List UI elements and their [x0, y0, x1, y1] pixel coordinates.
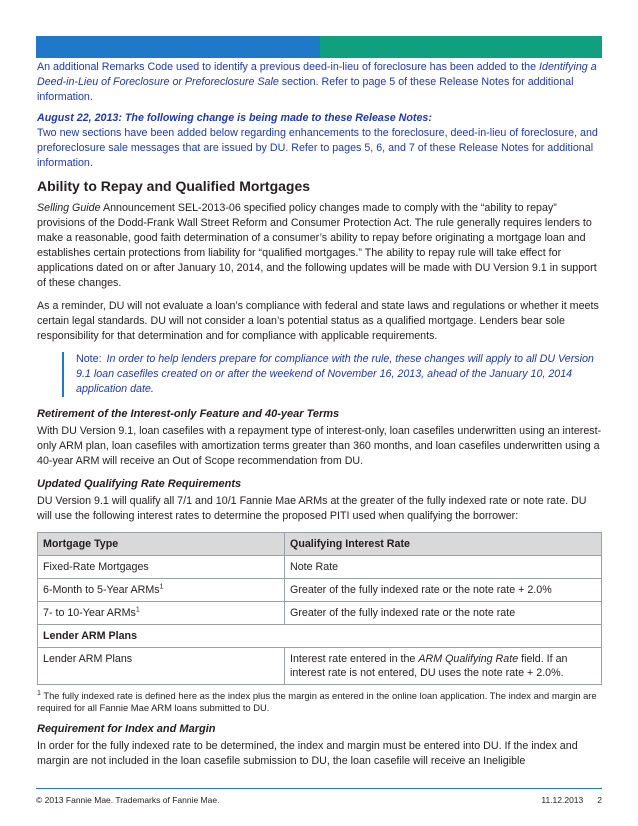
index-margin-text: In order for the fully indexed rate to be determined, the index and margin must be entered into DU. If the index and margin are not included in the loan casefile submission to DU, the loan casefile will receive an Ineligible	[37, 740, 578, 767]
section-paragraph-1	[37, 201, 602, 291]
intro-section-ref: Identifying a Deed-in-Lieu of Foreclosure or Preforeclosure Sale	[37, 61, 597, 88]
mortgage-type-cell	[38, 556, 285, 579]
page-number: 2	[597, 795, 602, 805]
table-row	[38, 648, 602, 685]
intro-text-end: section. Refer to page 5 of these Release Notes for additional information.	[37, 76, 574, 103]
selling-guide-ref: Selling Guide	[37, 202, 101, 214]
rate-cell: Note Rate	[285, 556, 602, 579]
mortgage-type-text: 7- to 10-Year ARMs	[43, 607, 136, 619]
column-header-qualifying-rate: Qualifying Interest Rate	[285, 533, 602, 556]
footnote-marker: 1	[159, 583, 164, 591]
table-header-row	[38, 533, 602, 556]
footer-date: 11.12.2013	[541, 795, 584, 805]
column-header-mortgage-type: Mortgage Type	[38, 533, 285, 556]
footnote-marker: 1	[135, 606, 140, 614]
copyright: © 2013 Fannie Mae. Trademarks of Fannie Mae.	[36, 795, 220, 805]
qualifying-rate-table	[37, 532, 602, 685]
footnote-mark: 1	[37, 689, 41, 697]
mortgage-type-cell	[38, 602, 285, 625]
qualifying-rate-text: DU Version 9.1 will qualify all 7/1 and 10/1 Fannie Mae ARMs at the greater of the fully indexed rate or note rate. DU will use the following interest rates to determine the proposed PITI used when qualifying the borrower:	[37, 495, 587, 522]
subheading-interest-only: Retirement of the Interest-only Feature and 40-year Terms	[37, 408, 340, 420]
page-footer	[36, 788, 602, 805]
update-heading: August 22, 2013: The following change is being made to these Release Notes:	[37, 112, 432, 124]
subheading-index-margin: Requirement for Index and Margin	[37, 723, 216, 735]
mortgage-type-cell: Lender ARM Plans	[38, 648, 285, 685]
interest-only-text: With DU Version 9.1, loan casefiles with a repayment type of interest-only, loan casefiles underwritten using an interest-only ARM plan, loan casefiles with amortization terms greater than 360 months, and loan casefiles underwritten using a 40-year ARM will receive an Out of Scope recommendation from DU.	[37, 425, 602, 467]
table-section-row	[38, 625, 602, 648]
field-name: ARM Qualifying Rate	[418, 653, 519, 665]
update-text: Two new sections have been added below regarding enhancements to the foreclosure, deed-in-lieu of foreclosure, and preforeclosure sale messages that are issued by DU. Refer to pages 5, 6, and 7 of these Release Notes for additional information.	[37, 127, 598, 169]
section-paragraph-1-text: Announcement SEL-2013-06 specified policy changes made to comply with the “ability to repay” provisions of the Dodd-Frank Wall Street Reform and Consumer Protection Act. The rule generally requires lenders to make a reasonable, good faith determination of a consumer’s ability to repay before originating a mortgage loan and establishes certain protections from liability for “qualified mortgages.” The ability to repay rule will take effect for applications dated on or after January 10, 2014, and the following updates will be made with DU Version 9.1 in support of these changes.	[37, 202, 597, 289]
page-content	[37, 60, 602, 769]
note-period: .	[150, 383, 154, 395]
footnote	[37, 690, 602, 714]
note-text: In order to help lenders prepare for compliance with the rule, these changes will apply to all DU Version 9.1 loan casefiles created on or after the weekend of November 16, 2013, ahead of the January 10, 2014 application date	[76, 353, 594, 395]
mortgage-type-text: 6-Month to 5-Year ARMs	[43, 584, 160, 596]
section-row-label: Lender ARM Plans	[38, 625, 602, 648]
section-title: Ability to Repay and Qualified Mortgages	[37, 178, 311, 194]
mortgage-type-text: Fixed-Rate Mortgages	[43, 561, 149, 573]
footer-right	[527, 795, 602, 805]
mortgage-type-cell	[38, 579, 285, 602]
header-bar-green	[320, 36, 602, 58]
rate-text: Interest rate entered in the	[290, 653, 419, 665]
footnote-text: The fully indexed rate is defined here as the index plus the margin as entered in the online loan application. The index and margin are required for all Fannie Mae ARM loans submitted to DU.	[37, 690, 597, 713]
note-label: Note:	[76, 353, 102, 365]
table-row	[38, 602, 602, 625]
intro-paragraph	[37, 60, 602, 105]
table-row	[38, 579, 602, 602]
intro-text: An additional Remarks Code used to identify a previous deed-in-lieu of foreclosure has been added to the	[37, 61, 540, 73]
rate-cell: Greater of the fully indexed rate or the note rate	[285, 602, 602, 625]
header-bar-blue	[36, 36, 320, 58]
section-paragraph-2: As a reminder, DU will not evaluate a loan’s compliance with federal and state laws and regulations or whether it meets certain legal standards. DU will not consider a loan’s potential status as a qualified mortgage. Lenders bear sole responsibility for that determination and for compliance with applicable requirements.	[37, 300, 599, 342]
table-row	[38, 556, 602, 579]
subheading-qualifying-rate: Updated Qualifying Rate Requirements	[37, 478, 242, 490]
rate-cell	[285, 648, 602, 685]
rate-text-end: field. If an interest rate is not entered, DU uses the note rate + 2.0%.	[290, 653, 568, 679]
header-color-bar	[36, 36, 602, 58]
note-box	[62, 352, 602, 397]
rate-cell: Greater of the fully indexed rate or the note rate + 2.0%	[285, 579, 602, 602]
